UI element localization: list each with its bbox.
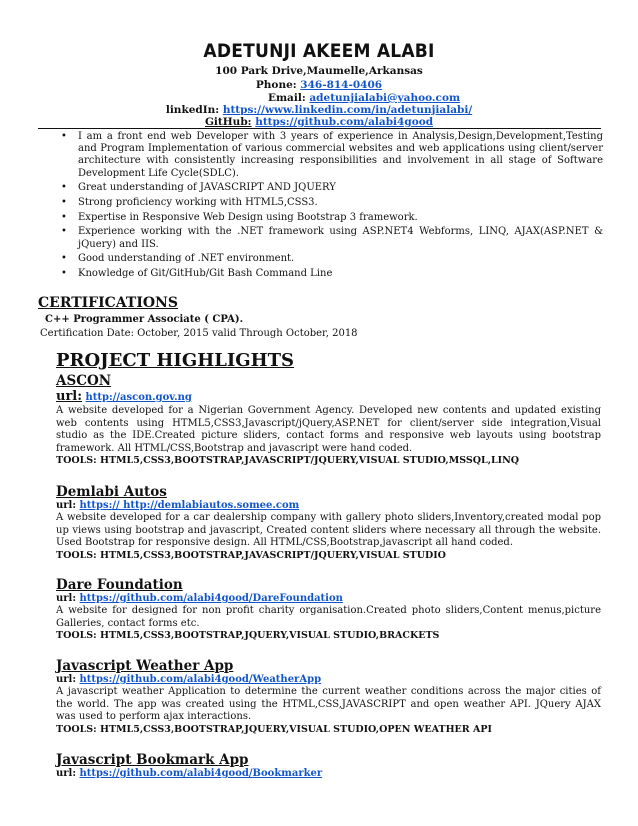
- certification-title: C++ Programmer Associate ( CPA).: [45, 314, 244, 325]
- summary-item: • I am a front end web Developer with 3 years of experience in Analysis,Design,Development,Testing and Program Implementation of various commercial websites and web applications using client/server architecture with consistently increasing responsibilities and involvement in all stage of Software Development Life Cycle(SDLC).: [78, 131, 603, 180]
- header-divider: [38, 128, 601, 129]
- project-description: A javascript weather Application to determine the current weather conditions across the major cities of the world. The app was created using the HTML,CSS,JAVASCRIPT and open weather API. JQuery AJAX was used to perform ajax interactions.: [56, 686, 601, 723]
- project-title: Dare Foundation: [56, 577, 183, 593]
- project-url-line: [56, 389, 601, 404]
- project-title: Javascript Weather App: [56, 658, 234, 674]
- project-demlabi-autos: [56, 484, 601, 562]
- url-label: url:: [56, 674, 77, 685]
- email-label: Email:: [267, 92, 306, 104]
- address: 100 Park Drive,Maumelle,Arkansas: [215, 65, 423, 77]
- github-label: GitHub:: [204, 116, 252, 128]
- project-tools: TOOLS: HTML5,CSS3,BOOTSTRAP,JAVASCRIPT/JQUERY,VISUAL STUDIO: [56, 549, 446, 561]
- github-link[interactable]: https://github.com/alabi4good: [255, 116, 434, 128]
- phone-link[interactable]: 346-814-0406: [300, 79, 383, 91]
- project-title: Demlabi Autos: [56, 484, 167, 500]
- project-weather-app: [56, 658, 601, 736]
- linkedin-link[interactable]: https://www.linkedin.com/in/adetunjialabi/: [222, 104, 473, 116]
- summary-item: • Good understanding of .NET environment.: [78, 253, 603, 265]
- linkedin-label: linkedIn:: [165, 104, 220, 116]
- linkedin-line: [0, 104, 638, 116]
- url-label: url:: [56, 500, 77, 511]
- project-ascon: [56, 373, 601, 468]
- project-url-line: [56, 768, 601, 779]
- project-tools: TOOLS: HTML5,CSS3,BOOTSTRAP,JQUERY,VISUAL STUDIO,BRACKETS: [56, 630, 440, 642]
- project-description: A website for designed for non profit charity organisation.Created photo sliders,Content menus,picture Galleries, contact forms etc.: [56, 605, 601, 629]
- summary-item: • Great understanding of JAVASCRIPT AND JQUERY: [78, 182, 603, 194]
- project-url-link[interactable]: https://github.com/alabi4good/Bookmarker: [79, 768, 323, 779]
- url-label: url:: [56, 593, 77, 604]
- summary-item: • Knowledge of Git/GitHub/Git Bash Command Line: [78, 268, 603, 280]
- project-title: Javascript Bookmark App: [56, 752, 249, 768]
- project-url-link[interactable]: https://github.com/alabi4good/WeatherApp: [79, 674, 322, 685]
- project-tools: TOOLS: HTML5,CSS3,BOOTSTRAP,JQUERY,VISUAL STUDIO,OPEN WEATHER API: [56, 723, 492, 735]
- project-url-line: [56, 593, 601, 604]
- project-url-link[interactable]: https://github.com/alabi4good/DareFoundation: [79, 593, 343, 604]
- github-line: [0, 116, 638, 128]
- phone-label: Phone:: [255, 79, 297, 91]
- project-url-link[interactable]: https:// http://demlabiautos.somee.com: [79, 500, 300, 511]
- project-description: A website developed for a Nigerian Government Agency. Developed new contents and updated existing web contents using HTML5,CSS3,Javascript/jQuery,ASP.NET for client/server side integration,Visual studio as the IDE.Created picture sliders, contact forms and responsive web layouts using bootstrap framework. All HTML/CSS,Bootstrap and javascript were hand coded.: [56, 405, 601, 454]
- certifications-heading: CERTIFICATIONS: [38, 295, 178, 311]
- phone-line: [0, 79, 638, 91]
- project-url-line: [56, 500, 601, 511]
- email-link[interactable]: adetunjialabi@yahoo.com: [309, 92, 461, 104]
- project-title: ASCON: [56, 373, 112, 389]
- url-label: url:: [56, 768, 77, 779]
- project-bookmark-app: [56, 752, 601, 779]
- project-url-line: [56, 674, 601, 685]
- project-description: A website developed for a car dealership company with gallery photo sliders,Inventory,created modal pop up views using bootstrap and javascript, Created content sliders where necessary all through the website. Used Bootstrap for responsive design. All HTML/CSS,Bootstrap,javascript all hand coded.: [56, 512, 601, 549]
- project-url-link[interactable]: http://ascon.gov.ng: [85, 392, 192, 403]
- email-line: [0, 92, 638, 104]
- summary-item: • Strong proficiency working with HTML5,CSS3.: [78, 197, 603, 209]
- project-tools: TOOLS: HTML5,CSS3,BOOTSTRAP,JAVASCRIPT/JQUERY,VISUAL STUDIO,MSSQL,LINQ: [56, 455, 520, 467]
- project-dare-foundation: [56, 577, 601, 643]
- summary-item: • Expertise in Responsive Web Design using Bootstrap 3 framework.: [78, 212, 603, 224]
- url-label: url:: [56, 389, 83, 404]
- projects-heading: PROJECT HIGHLIGHTS: [56, 350, 295, 371]
- summary-item: • Experience working with the .NET framework using ASP.NET4 Webforms, LINQ, AJAX(ASP.NET & jQuery) and IIS.: [78, 226, 603, 250]
- certification-date: Certification Date: October, 2015 valid Through October, 2018: [40, 328, 358, 339]
- candidate-name: ADETUNJI AKEEM ALABI: [203, 40, 435, 62]
- summary-list: [38, 131, 603, 283]
